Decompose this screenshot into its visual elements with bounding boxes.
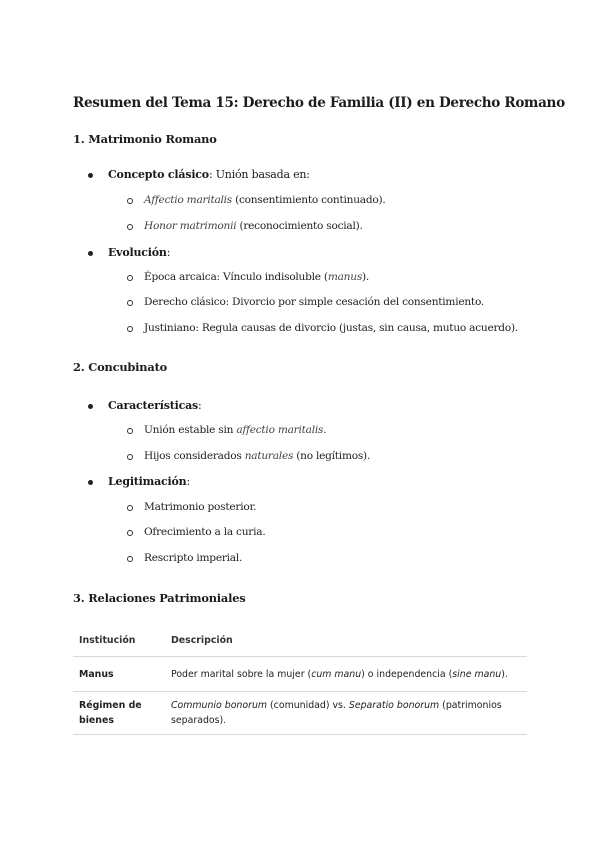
circle-bullet: [127, 428, 133, 434]
bullet-dot: [88, 480, 93, 485]
document-page: Resumen del Tema 15: Derecho de Familia (II) en Derecho Romano 1. Matrimonio Romano Concepto clásico: Unión basada en: Affectio maritalis (consentimiento continuado). Honor matrimonii (reconocimiento social). Evolución: Época arcaica: Vínculo indisoluble (manus). Derecho clásico: Divorcio por simple cesación del consentimiento. Justiniano: Regula causas de divorcio (justas, sin causa, mutuo acuerdo). 2. Concubinato Características: Unión estable sin affectio maritalis. Hijos considerados naturales (no legítimos). Legitimación: Matrimonio posterior. Ofrecimiento a la curia. Rescripto imperial. 3. Relaciones Patrimoniales Institución Descripción Manus Poder marital sobre la mujer (cum manu) o independencia (sine manu). Régimen de bienes Communio bonorum (comunidad) vs. Separatio bonorum (patrimonios separados).: [0, 0, 600, 848]
cell-description: Poder marital sobre la mujer (cum manu) o independencia (sine manu).: [165, 657, 527, 692]
circle-bullet: [127, 556, 133, 562]
patrimonial-relations-table: [73, 625, 527, 735]
table-row: [73, 657, 527, 692]
section-heading-matrimonio: 1. Matrimonio Romano: [73, 132, 217, 146]
cell-institution: Manus: [73, 657, 165, 692]
bullet-dot: [88, 404, 93, 409]
bullet-label: Evolución: [108, 246, 167, 259]
document-title: Resumen del Tema 15: Derecho de Familia (II) en Derecho Romano: [73, 95, 565, 111]
column-header-descripcion: Descripción: [165, 625, 527, 657]
table-row: [73, 692, 527, 735]
bullet-label: Legitimación: [108, 475, 187, 488]
circle-bullet: [127, 326, 133, 332]
circle-bullet: [127, 275, 133, 281]
bullet-dot: [88, 251, 93, 256]
bullet-dot: [88, 173, 93, 178]
circle-bullet: [127, 454, 133, 460]
circle-bullet: [127, 505, 133, 511]
circle-bullet: [127, 198, 133, 204]
circle-bullet: [127, 530, 133, 536]
bullet-label: Concepto clásico: [108, 168, 209, 181]
cell-description: Communio bonorum (comunidad) vs. Separatio bonorum (patrimonios separados).: [165, 692, 527, 735]
table-header-row: [73, 625, 527, 657]
circle-bullet: [127, 224, 133, 230]
cell-institution: Régimen de bienes: [73, 692, 165, 735]
section-heading-concubinato: 2. Concubinato: [73, 360, 168, 374]
column-header-institucion: Institución: [73, 625, 165, 657]
section-heading-relaciones: 3. Relaciones Patrimoniales: [73, 591, 246, 605]
circle-bullet: [127, 300, 133, 306]
bullet-label: Características: [108, 399, 199, 412]
